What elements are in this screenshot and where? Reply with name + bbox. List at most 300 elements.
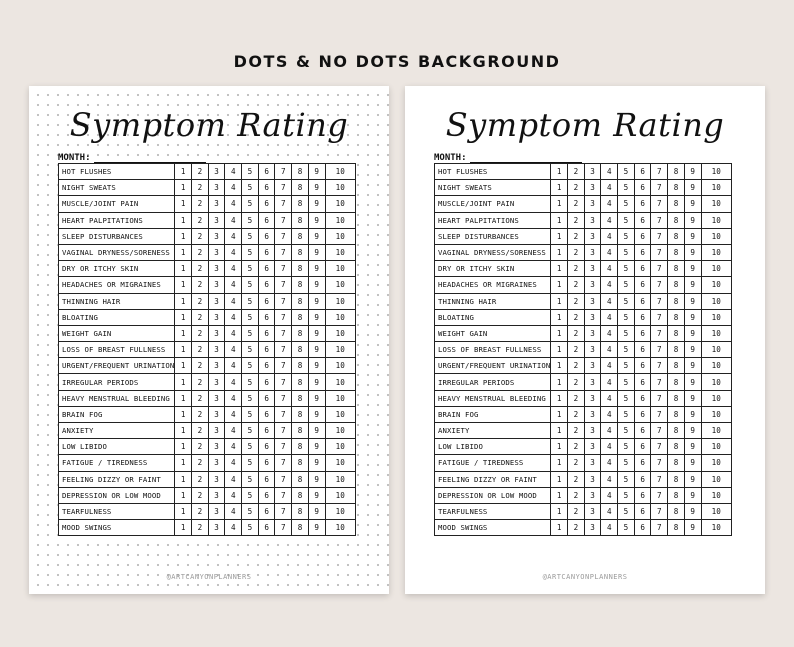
rating-cell: 8 [292, 325, 309, 341]
rating-cell: 6 [634, 164, 651, 180]
rating-cell: 4 [225, 487, 242, 503]
rating-cell: 4 [601, 228, 618, 244]
rating-cell: 6 [258, 455, 275, 471]
rating-cell: 9 [308, 261, 325, 277]
rating-cell: 2 [568, 180, 585, 196]
rating-cell: 6 [634, 261, 651, 277]
rating-cell: 9 [684, 244, 701, 260]
rating-cell: 10 [701, 390, 731, 406]
rating-cell: 4 [601, 520, 618, 536]
rating-cell: 4 [225, 503, 242, 519]
rating-cell: 5 [618, 261, 635, 277]
rating-cell: 8 [292, 277, 309, 293]
rating-cell: 2 [568, 503, 585, 519]
rating-cell: 10 [325, 309, 355, 325]
rating-cell: 7 [275, 358, 292, 374]
rating-cell: 5 [242, 423, 259, 439]
rating-cell: 8 [292, 487, 309, 503]
rating-cell: 10 [701, 503, 731, 519]
rating-cell: 5 [242, 439, 259, 455]
rating-cell: 1 [175, 439, 192, 455]
rating-cell: 10 [325, 293, 355, 309]
rating-cell: 2 [568, 325, 585, 341]
rating-cell: 9 [308, 228, 325, 244]
rating-cell: 7 [651, 244, 668, 260]
rating-cell: 9 [308, 309, 325, 325]
rating-cell: 7 [651, 228, 668, 244]
rating-cell: 9 [308, 520, 325, 536]
rating-cell: 9 [684, 309, 701, 325]
rating-cell: 4 [225, 196, 242, 212]
rating-cell: 9 [308, 487, 325, 503]
rating-cell: 5 [242, 293, 259, 309]
rating-cell: 3 [584, 423, 601, 439]
rating-cell: 1 [551, 423, 568, 439]
rating-cell: 3 [208, 244, 225, 260]
rating-cell: 1 [175, 471, 192, 487]
rating-cell: 9 [684, 487, 701, 503]
table-row [59, 244, 356, 260]
rating-cell: 4 [601, 358, 618, 374]
rating-cell: 2 [192, 164, 209, 180]
rating-cell: 9 [308, 164, 325, 180]
rating-cell: 3 [584, 358, 601, 374]
rating-cell: 6 [258, 212, 275, 228]
rating-cell: 3 [208, 309, 225, 325]
rating-cell: 3 [584, 293, 601, 309]
rating-cell: 10 [701, 261, 731, 277]
rating-cell: 8 [668, 358, 685, 374]
month-write-line [470, 150, 582, 163]
symptom-label: URGENT/FREQUENT URINATION [59, 358, 175, 374]
rating-cell: 9 [308, 439, 325, 455]
symptom-label: DRY OR ITCHY SKIN [435, 261, 551, 277]
rating-cell: 3 [584, 342, 601, 358]
rating-cell: 10 [325, 325, 355, 341]
rating-cell: 9 [308, 455, 325, 471]
rating-cell: 10 [325, 212, 355, 228]
table-row [435, 358, 732, 374]
rating-cell: 9 [308, 277, 325, 293]
rating-cell: 4 [225, 520, 242, 536]
symptom-label: LOW LIBIDO [435, 439, 551, 455]
rating-cell: 8 [292, 180, 309, 196]
rating-cell: 7 [651, 455, 668, 471]
rating-cell: 3 [584, 325, 601, 341]
symptom-label: MOOD SWINGS [435, 520, 551, 536]
table-row [435, 423, 732, 439]
rating-cell: 8 [292, 309, 309, 325]
rating-cell: 7 [651, 196, 668, 212]
rating-cell: 4 [225, 406, 242, 422]
table-row [435, 503, 732, 519]
rating-cell: 5 [618, 455, 635, 471]
rating-cell: 7 [275, 503, 292, 519]
rating-cell: 6 [634, 406, 651, 422]
rating-cell: 2 [568, 487, 585, 503]
rating-cell: 7 [275, 228, 292, 244]
rating-cell: 3 [584, 196, 601, 212]
rating-cell: 2 [568, 309, 585, 325]
rating-cell: 7 [651, 406, 668, 422]
rating-cell: 3 [208, 228, 225, 244]
rating-cell: 5 [242, 406, 259, 422]
rating-cell: 2 [192, 196, 209, 212]
sheet-title: Symptom Rating [69, 106, 349, 144]
rating-cell: 3 [208, 342, 225, 358]
rating-cell: 7 [275, 520, 292, 536]
rating-cell: 5 [618, 180, 635, 196]
rating-cell: 5 [618, 520, 635, 536]
rating-cell: 3 [584, 487, 601, 503]
rating-cell: 10 [701, 277, 731, 293]
rating-cell: 8 [292, 455, 309, 471]
table-row [59, 293, 356, 309]
table-row [435, 261, 732, 277]
rating-cell: 9 [684, 455, 701, 471]
table-row [59, 277, 356, 293]
rating-cell: 1 [551, 455, 568, 471]
rating-cell: 1 [551, 406, 568, 422]
table-row [435, 520, 732, 536]
rating-cell: 4 [601, 423, 618, 439]
rating-cell: 1 [551, 228, 568, 244]
rating-cell: 7 [651, 503, 668, 519]
symptom-label: IRREGULAR PERIODS [435, 374, 551, 390]
rating-cell: 3 [208, 390, 225, 406]
rating-cell: 8 [292, 228, 309, 244]
rating-cell: 8 [292, 244, 309, 260]
planner-sheet-dots [29, 86, 389, 594]
rating-cell: 8 [668, 164, 685, 180]
rating-cell: 7 [275, 439, 292, 455]
rating-cell: 8 [668, 390, 685, 406]
rating-cell: 4 [225, 455, 242, 471]
symptom-label: HEADACHES OR MIGRAINES [59, 277, 175, 293]
rating-cell: 2 [568, 196, 585, 212]
symptom-label: TEARFULNESS [59, 503, 175, 519]
rating-cell: 3 [584, 180, 601, 196]
rating-cell: 6 [634, 439, 651, 455]
rating-cell: 6 [258, 390, 275, 406]
rating-cell: 2 [568, 212, 585, 228]
rating-cell: 2 [192, 374, 209, 390]
rating-cell: 1 [551, 520, 568, 536]
rating-cell: 10 [701, 164, 731, 180]
rating-cell: 4 [601, 487, 618, 503]
rating-cell: 7 [275, 471, 292, 487]
symptom-label: LOSS OF BREAST FULLNESS [59, 342, 175, 358]
symptom-label: HOT FLUSHES [59, 164, 175, 180]
rating-cell: 4 [225, 293, 242, 309]
rating-cell: 1 [175, 358, 192, 374]
rating-cell: 8 [668, 277, 685, 293]
rating-cell: 2 [568, 439, 585, 455]
symptom-label: DEPRESSION OR LOW MOOD [435, 487, 551, 503]
rating-cell: 8 [292, 261, 309, 277]
rating-cell: 3 [208, 423, 225, 439]
symptom-label: VAGINAL DRYNESS/SORENESS [59, 244, 175, 260]
rating-cell: 6 [634, 244, 651, 260]
table-row [435, 455, 732, 471]
rating-cell: 8 [292, 358, 309, 374]
rating-cell: 5 [242, 471, 259, 487]
rating-cell: 5 [242, 196, 259, 212]
rating-cell: 8 [668, 503, 685, 519]
rating-cell: 6 [258, 358, 275, 374]
rating-cell: 8 [668, 261, 685, 277]
rating-cell: 8 [668, 374, 685, 390]
symptom-label: HEAVY MENSTRUAL BLEEDING [59, 390, 175, 406]
rating-cell: 9 [684, 325, 701, 341]
symptom-label: BRAIN FOG [435, 406, 551, 422]
rating-cell: 6 [258, 374, 275, 390]
rating-cell: 2 [568, 520, 585, 536]
rating-cell: 10 [701, 439, 731, 455]
symptom-label: NIGHT SWEATS [435, 180, 551, 196]
rating-cell: 4 [601, 212, 618, 228]
table-row [59, 455, 356, 471]
rating-cell: 4 [225, 358, 242, 374]
rating-cell: 5 [242, 325, 259, 341]
rating-cell: 6 [258, 164, 275, 180]
rating-cell: 3 [208, 406, 225, 422]
rating-cell: 7 [651, 439, 668, 455]
rating-cell: 2 [192, 244, 209, 260]
rating-cell: 5 [242, 455, 259, 471]
rating-cell: 7 [275, 309, 292, 325]
table-row [435, 390, 732, 406]
rating-cell: 1 [175, 228, 192, 244]
rating-cell: 1 [175, 196, 192, 212]
rating-cell: 1 [175, 325, 192, 341]
table-row [59, 309, 356, 325]
rating-cell: 10 [701, 406, 731, 422]
rating-cell: 6 [258, 325, 275, 341]
rating-cell: 6 [634, 212, 651, 228]
table-row [435, 325, 732, 341]
rating-cell: 7 [275, 277, 292, 293]
symptom-label: HEART PALPITATIONS [435, 212, 551, 228]
rating-cell: 4 [601, 293, 618, 309]
table-row [59, 439, 356, 455]
rating-cell: 10 [325, 455, 355, 471]
table-row [435, 406, 732, 422]
rating-cell: 4 [225, 471, 242, 487]
rating-cell: 4 [601, 374, 618, 390]
rating-cell: 6 [634, 180, 651, 196]
rating-cell: 2 [192, 342, 209, 358]
symptom-rating-table [434, 163, 732, 536]
rating-cell: 5 [618, 423, 635, 439]
rating-cell: 9 [684, 228, 701, 244]
rating-cell: 8 [292, 439, 309, 455]
rating-cell: 4 [601, 439, 618, 455]
rating-cell: 2 [568, 277, 585, 293]
rating-cell: 9 [684, 520, 701, 536]
symptom-label: ANXIETY [435, 423, 551, 439]
rating-cell: 1 [551, 212, 568, 228]
rating-cell: 7 [275, 196, 292, 212]
rating-cell: 7 [275, 455, 292, 471]
rating-cell: 9 [308, 503, 325, 519]
rating-cell: 10 [325, 503, 355, 519]
rating-cell: 1 [551, 342, 568, 358]
rating-cell: 2 [568, 423, 585, 439]
rating-cell: 3 [584, 164, 601, 180]
rating-cell: 10 [325, 277, 355, 293]
rating-cell: 5 [618, 439, 635, 455]
rating-cell: 7 [275, 212, 292, 228]
rating-cell: 8 [292, 212, 309, 228]
rating-cell: 4 [601, 455, 618, 471]
table-row [59, 358, 356, 374]
rating-cell: 8 [668, 406, 685, 422]
rating-cell: 6 [634, 358, 651, 374]
rating-cell: 3 [208, 455, 225, 471]
rating-cell: 1 [551, 196, 568, 212]
rating-cell: 5 [618, 196, 635, 212]
rating-cell: 10 [325, 471, 355, 487]
rating-cell: 1 [551, 487, 568, 503]
rating-cell: 10 [701, 212, 731, 228]
credit-text: @ARTCANYONPLANNERS [166, 573, 252, 581]
rating-cell: 2 [192, 471, 209, 487]
rating-cell: 3 [208, 261, 225, 277]
rating-cell: 1 [175, 244, 192, 260]
symptom-label: MUSCLE/JOINT PAIN [59, 196, 175, 212]
rating-cell: 4 [225, 390, 242, 406]
rating-cell: 4 [601, 390, 618, 406]
rating-cell: 5 [242, 487, 259, 503]
rating-cell: 9 [308, 471, 325, 487]
rating-cell: 3 [584, 520, 601, 536]
rating-cell: 1 [551, 293, 568, 309]
rating-cell: 8 [668, 293, 685, 309]
rating-cell: 9 [308, 244, 325, 260]
rating-cell: 6 [258, 503, 275, 519]
rating-cell: 7 [651, 212, 668, 228]
rating-cell: 6 [258, 293, 275, 309]
rating-cell: 7 [651, 261, 668, 277]
rating-cell: 9 [684, 374, 701, 390]
symptom-label: LOW LIBIDO [59, 439, 175, 455]
rating-cell: 10 [325, 406, 355, 422]
rating-cell: 2 [192, 455, 209, 471]
rating-cell: 7 [275, 293, 292, 309]
rating-cell: 1 [175, 277, 192, 293]
rating-cell: 3 [584, 212, 601, 228]
rating-cell: 2 [192, 487, 209, 503]
rating-cell: 10 [325, 261, 355, 277]
rating-cell: 6 [634, 325, 651, 341]
rating-cell: 10 [701, 374, 731, 390]
rating-cell: 9 [308, 196, 325, 212]
rating-cell: 7 [651, 325, 668, 341]
rating-cell: 7 [275, 261, 292, 277]
rating-cell: 1 [551, 358, 568, 374]
rating-cell: 5 [618, 228, 635, 244]
rating-cell: 6 [634, 487, 651, 503]
rating-cell: 9 [684, 439, 701, 455]
rating-cell: 8 [668, 455, 685, 471]
rating-cell: 3 [584, 309, 601, 325]
rating-cell: 4 [601, 342, 618, 358]
symptom-label: FATIGUE / TIREDNESS [59, 455, 175, 471]
rating-cell: 8 [292, 406, 309, 422]
rating-cell: 4 [225, 439, 242, 455]
rating-cell: 7 [275, 423, 292, 439]
rating-cell: 4 [601, 406, 618, 422]
rating-cell: 3 [208, 471, 225, 487]
rating-cell: 5 [618, 164, 635, 180]
rating-cell: 8 [668, 471, 685, 487]
rating-cell: 5 [618, 503, 635, 519]
rating-cell: 9 [308, 423, 325, 439]
rating-cell: 3 [208, 439, 225, 455]
symptom-label: BRAIN FOG [59, 406, 175, 422]
rating-cell: 5 [618, 358, 635, 374]
rating-cell: 3 [208, 196, 225, 212]
rating-cell: 10 [325, 164, 355, 180]
rating-cell: 7 [275, 374, 292, 390]
rating-cell: 4 [225, 244, 242, 260]
rating-cell: 4 [225, 228, 242, 244]
rating-cell: 2 [192, 503, 209, 519]
rating-cell: 8 [668, 520, 685, 536]
rating-cell: 4 [601, 277, 618, 293]
rating-cell: 3 [208, 374, 225, 390]
rating-cell: 5 [618, 390, 635, 406]
table-row [435, 196, 732, 212]
rating-cell: 4 [601, 325, 618, 341]
symptom-label: TEARFULNESS [435, 503, 551, 519]
table-row [59, 406, 356, 422]
rating-cell: 10 [701, 358, 731, 374]
rating-cell: 10 [701, 244, 731, 260]
rating-cell: 9 [308, 358, 325, 374]
rating-cell: 4 [601, 309, 618, 325]
rating-cell: 2 [568, 164, 585, 180]
rating-cell: 5 [618, 325, 635, 341]
rating-cell: 1 [551, 374, 568, 390]
rating-cell: 8 [292, 423, 309, 439]
rating-cell: 8 [292, 390, 309, 406]
rating-cell: 1 [175, 261, 192, 277]
table-row [435, 180, 732, 196]
rating-cell: 2 [192, 423, 209, 439]
symptom-label: HEADACHES OR MIGRAINES [435, 277, 551, 293]
rating-cell: 9 [684, 293, 701, 309]
rating-cell: 7 [651, 293, 668, 309]
rating-cell: 5 [242, 358, 259, 374]
rating-cell: 4 [225, 325, 242, 341]
rating-cell: 3 [208, 164, 225, 180]
rating-cell: 1 [175, 164, 192, 180]
rating-cell: 6 [258, 228, 275, 244]
rating-cell: 3 [208, 293, 225, 309]
rating-cell: 1 [551, 439, 568, 455]
rating-cell: 8 [668, 212, 685, 228]
rating-cell: 3 [584, 244, 601, 260]
rating-cell: 2 [568, 293, 585, 309]
rating-cell: 10 [701, 455, 731, 471]
rating-cell: 3 [584, 439, 601, 455]
symptom-label: FATIGUE / TIREDNESS [435, 455, 551, 471]
rating-cell: 8 [668, 439, 685, 455]
rating-cell: 3 [208, 503, 225, 519]
rating-cell: 9 [308, 342, 325, 358]
